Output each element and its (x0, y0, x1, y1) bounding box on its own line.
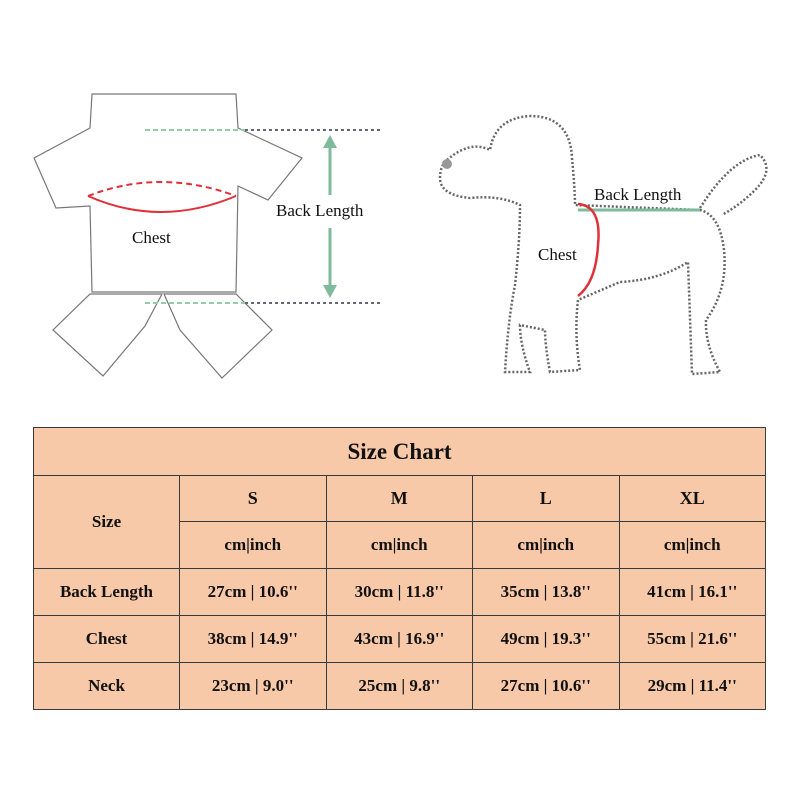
table-cell: 49cm | 19.3'' (473, 616, 620, 663)
size-s-header: S (180, 476, 327, 522)
table-cell: 23cm | 9.0'' (180, 663, 327, 710)
table-row-back-length (34, 569, 766, 616)
dog-nose-icon (442, 159, 452, 169)
unit-cell-m: cm|inch (326, 522, 473, 569)
garment-back-length-label: Back Length (276, 201, 364, 220)
size-header-row (34, 476, 766, 522)
size-xl-header: XL (619, 476, 766, 522)
table-cell: 30cm | 11.8'' (326, 569, 473, 616)
unit-cell-l: cm|inch (473, 522, 620, 569)
table-cell: 25cm | 9.8'' (326, 663, 473, 710)
title-row (34, 428, 766, 476)
size-m-header: M (326, 476, 473, 522)
table-cell: 38cm | 14.9'' (180, 616, 327, 663)
garment-chest-label: Chest (132, 228, 171, 247)
table-row-chest (34, 616, 766, 663)
table-cell: 41cm | 16.1'' (619, 569, 766, 616)
size-header-cell: Size (34, 476, 180, 569)
table-cell: 43cm | 16.9'' (326, 616, 473, 663)
dog-outline (440, 116, 766, 374)
table-cell: 55cm | 21.6'' (619, 616, 766, 663)
table-cell: 27cm | 10.6'' (473, 663, 620, 710)
table-cell: 29cm | 11.4'' (619, 663, 766, 710)
row-label: Chest (34, 616, 180, 663)
table-cell: 35cm | 13.8'' (473, 569, 620, 616)
size-l-header: L (473, 476, 620, 522)
dog-chest-label: Chest (538, 245, 577, 264)
table-row-neck (34, 663, 766, 710)
unit-cell-xl: cm|inch (619, 522, 766, 569)
row-label: Neck (34, 663, 180, 710)
row-label: Back Length (34, 569, 180, 616)
unit-cell-s: cm|inch (180, 522, 327, 569)
dog-back-length-label: Back Length (594, 185, 682, 204)
table-cell: 27cm | 10.6'' (180, 569, 327, 616)
size-chart-table (33, 427, 766, 710)
size-chart-title: Size Chart (34, 428, 766, 476)
